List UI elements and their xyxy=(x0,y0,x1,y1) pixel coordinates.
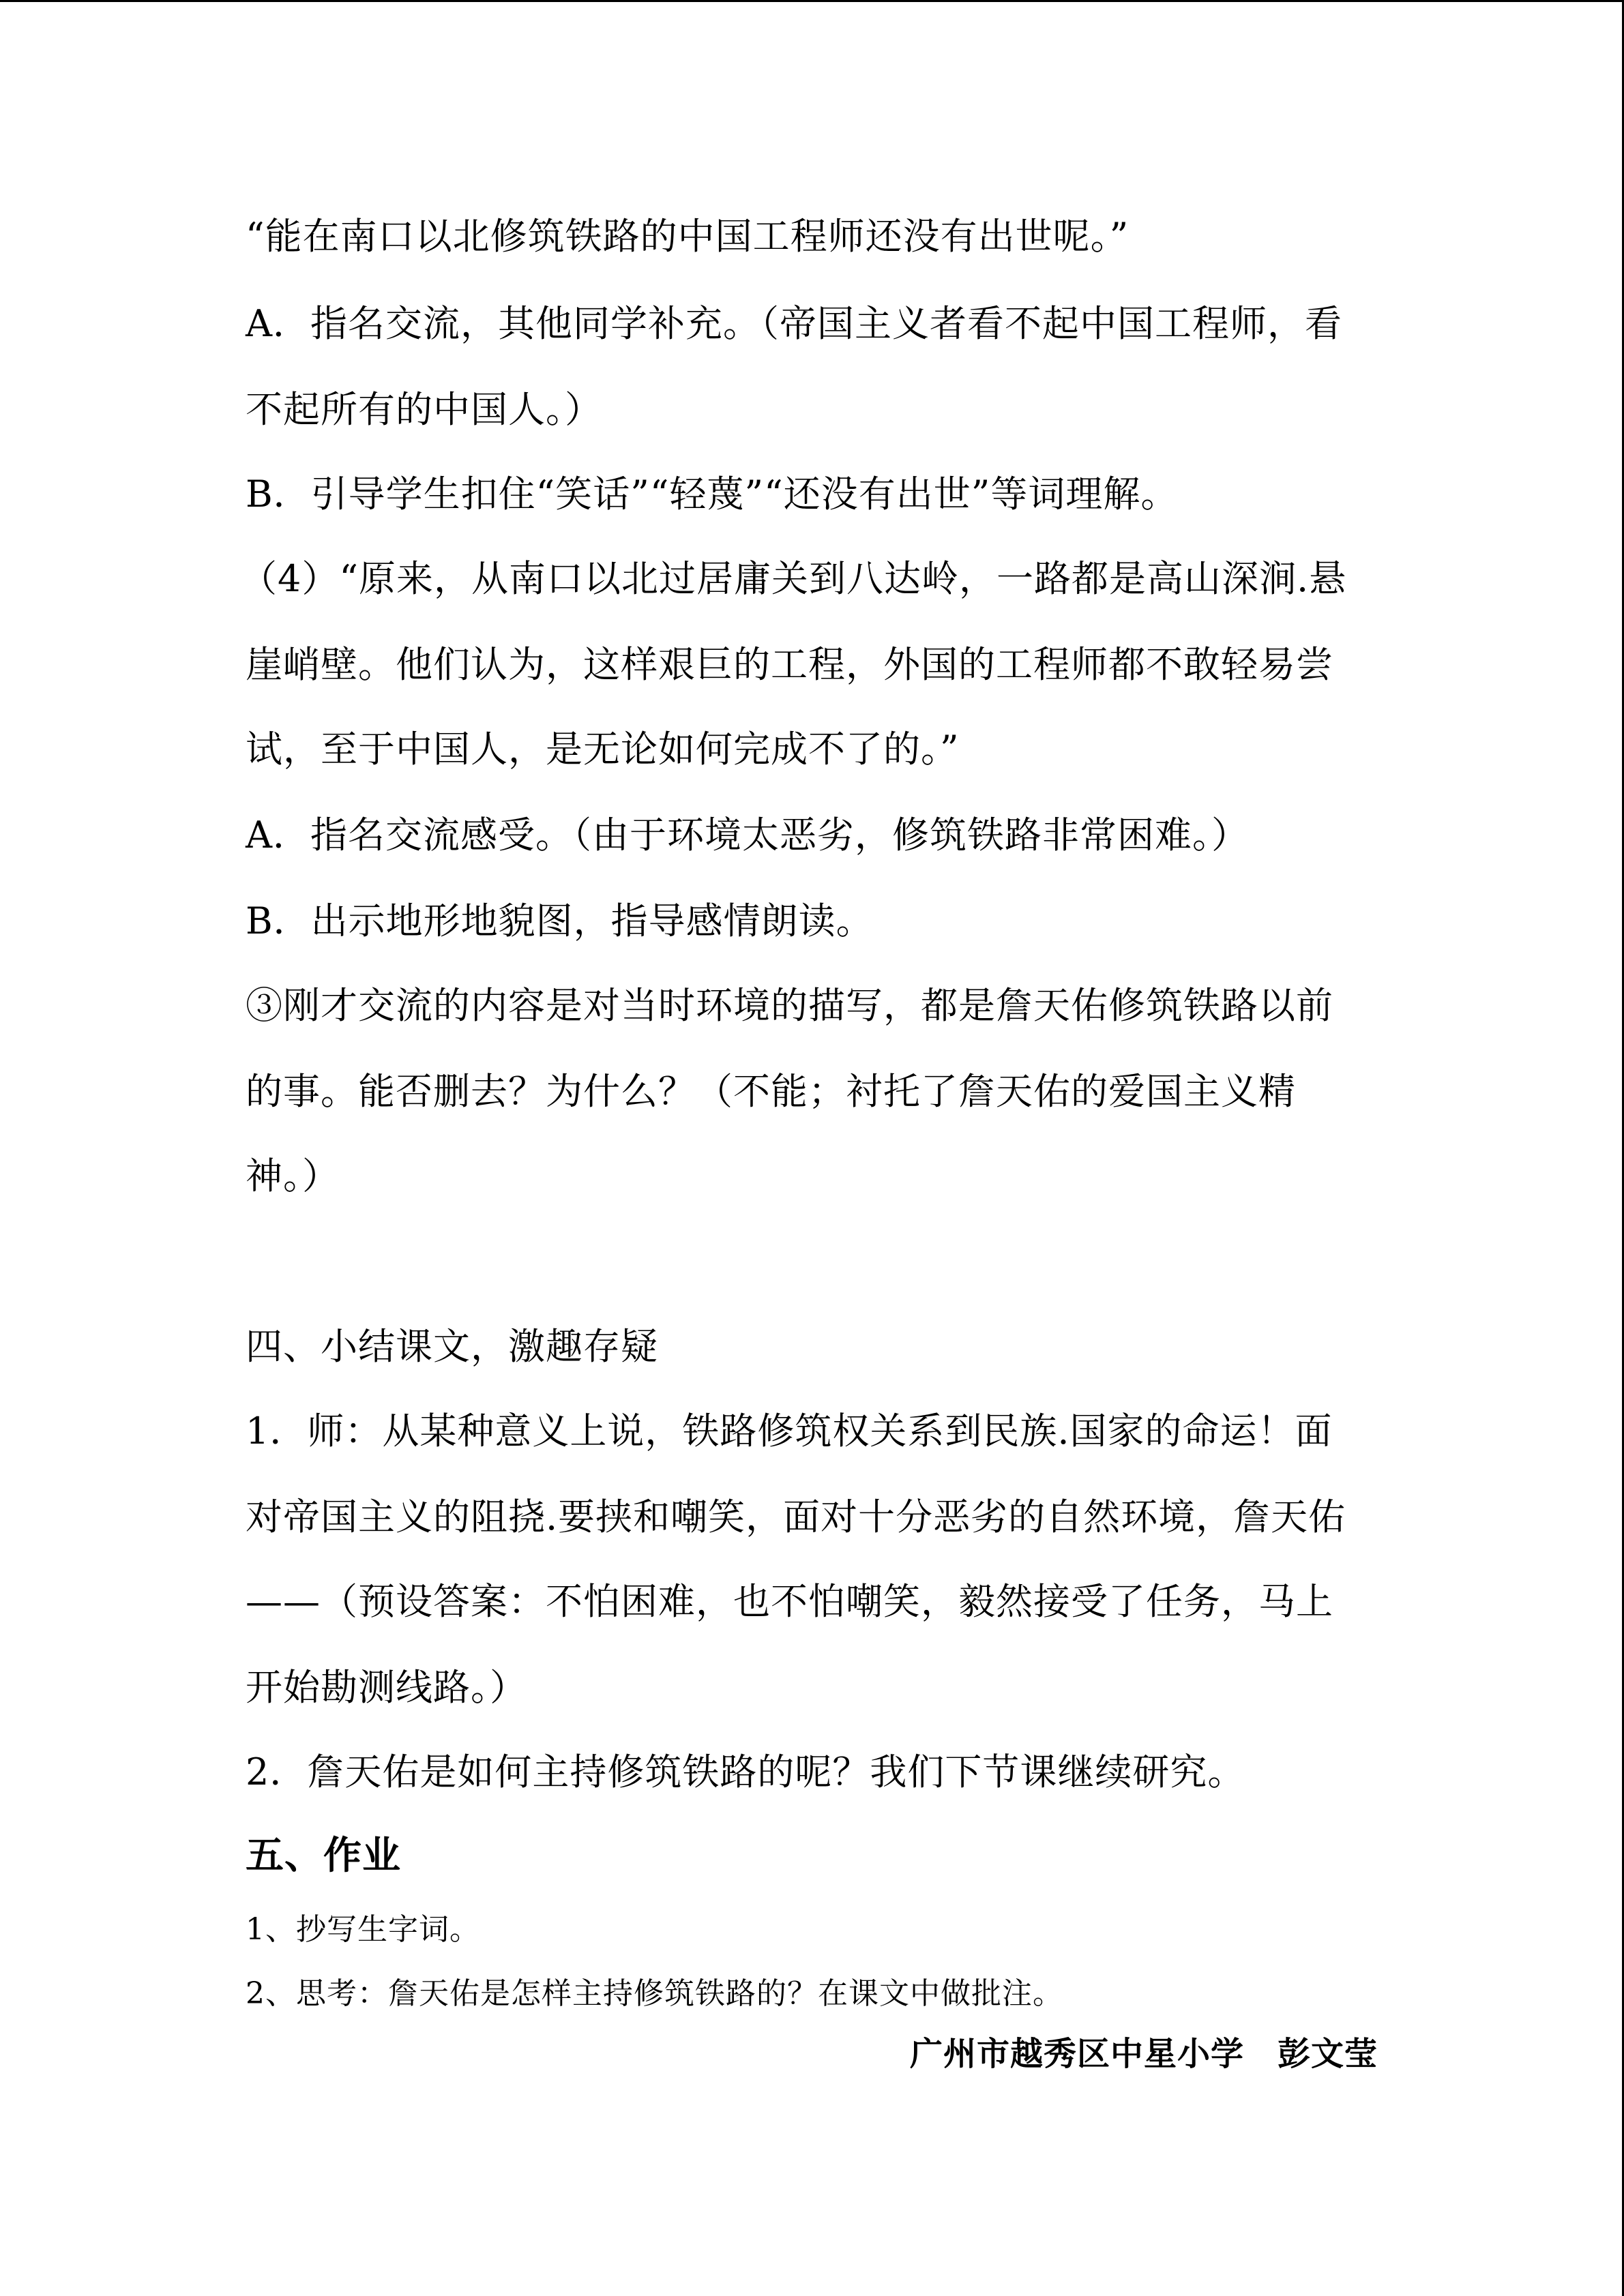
paragraph-line: 不起所有的中国人。） xyxy=(246,388,602,431)
paragraph-line: 对帝国主义的阻挠.要挟和嘲笑，面对十分恶劣的自然环境，詹天佑 xyxy=(246,1495,1346,1538)
paragraph-line: B．出示地形地貌图，指导感情朗读。 xyxy=(246,899,874,942)
section-4-heading: 四、小结课文，激趣存疑 xyxy=(246,1325,658,1368)
paragraph-line: 1．师：从某种意义上说，铁路修筑权关系到民族.国家的命运！面 xyxy=(246,1410,1333,1452)
homework-item: 2、思考：詹天佑是怎样主持修筑铁路的？在课文中做批注。 xyxy=(246,1976,1063,2011)
paragraph-line: 试，至于中国人，是无论如何完成不了的。” xyxy=(246,728,960,771)
paragraph-line: 崖峭壁。他们认为，这样艰巨的工程，外国的工程师都不敢轻易尝 xyxy=(246,643,1333,686)
paragraph-line: A．指名交流，其他同学补充。（帝国主义者看不起中国工程师，看 xyxy=(246,302,1342,345)
paragraph-line: ——（预设答案：不怕困难，也不怕嘲笑，毅然接受了任务，马上 xyxy=(246,1580,1333,1623)
paragraph-line: 的事。能否删去？为什么？（不能；衬托了詹天佑的爱国主义精 xyxy=(246,1070,1296,1113)
homework-item: 1、抄写生字词。 xyxy=(246,1912,480,1947)
paragraph-line: 神。） xyxy=(246,1154,340,1197)
section-5-heading: 五、作业 xyxy=(246,1833,401,1878)
paragraph-line: A．指名交流感受。（由于环境太恶劣，修筑铁路非常困难。） xyxy=(246,814,1249,856)
paragraph-line: B．引导学生扣住“笑话”“轻蔑”“还没有出世”等词理解。 xyxy=(246,473,1179,516)
paragraph-line: 2．詹天佑是如何主持修筑铁路的呢？我们下节课继续研究。 xyxy=(246,1750,1245,1793)
paragraph-line: ③刚才交流的内容是对当时环境的描写，都是詹天佑修筑铁路以前 xyxy=(246,984,1333,1027)
author-signature: 广州市越秀区中星小学 彭文莹 xyxy=(909,2035,1378,2073)
paragraph-line: 开始勘测线路。） xyxy=(246,1666,527,1709)
page-top-border xyxy=(0,0,1624,2)
quote-line: “能在南口以北修筑铁路的中国工程师还没有出世呢。” xyxy=(246,215,1130,258)
paragraph-line: （4）“原来，从南口以北过居庸关到八达岭，一路都是高山深涧.悬 xyxy=(240,557,1347,600)
